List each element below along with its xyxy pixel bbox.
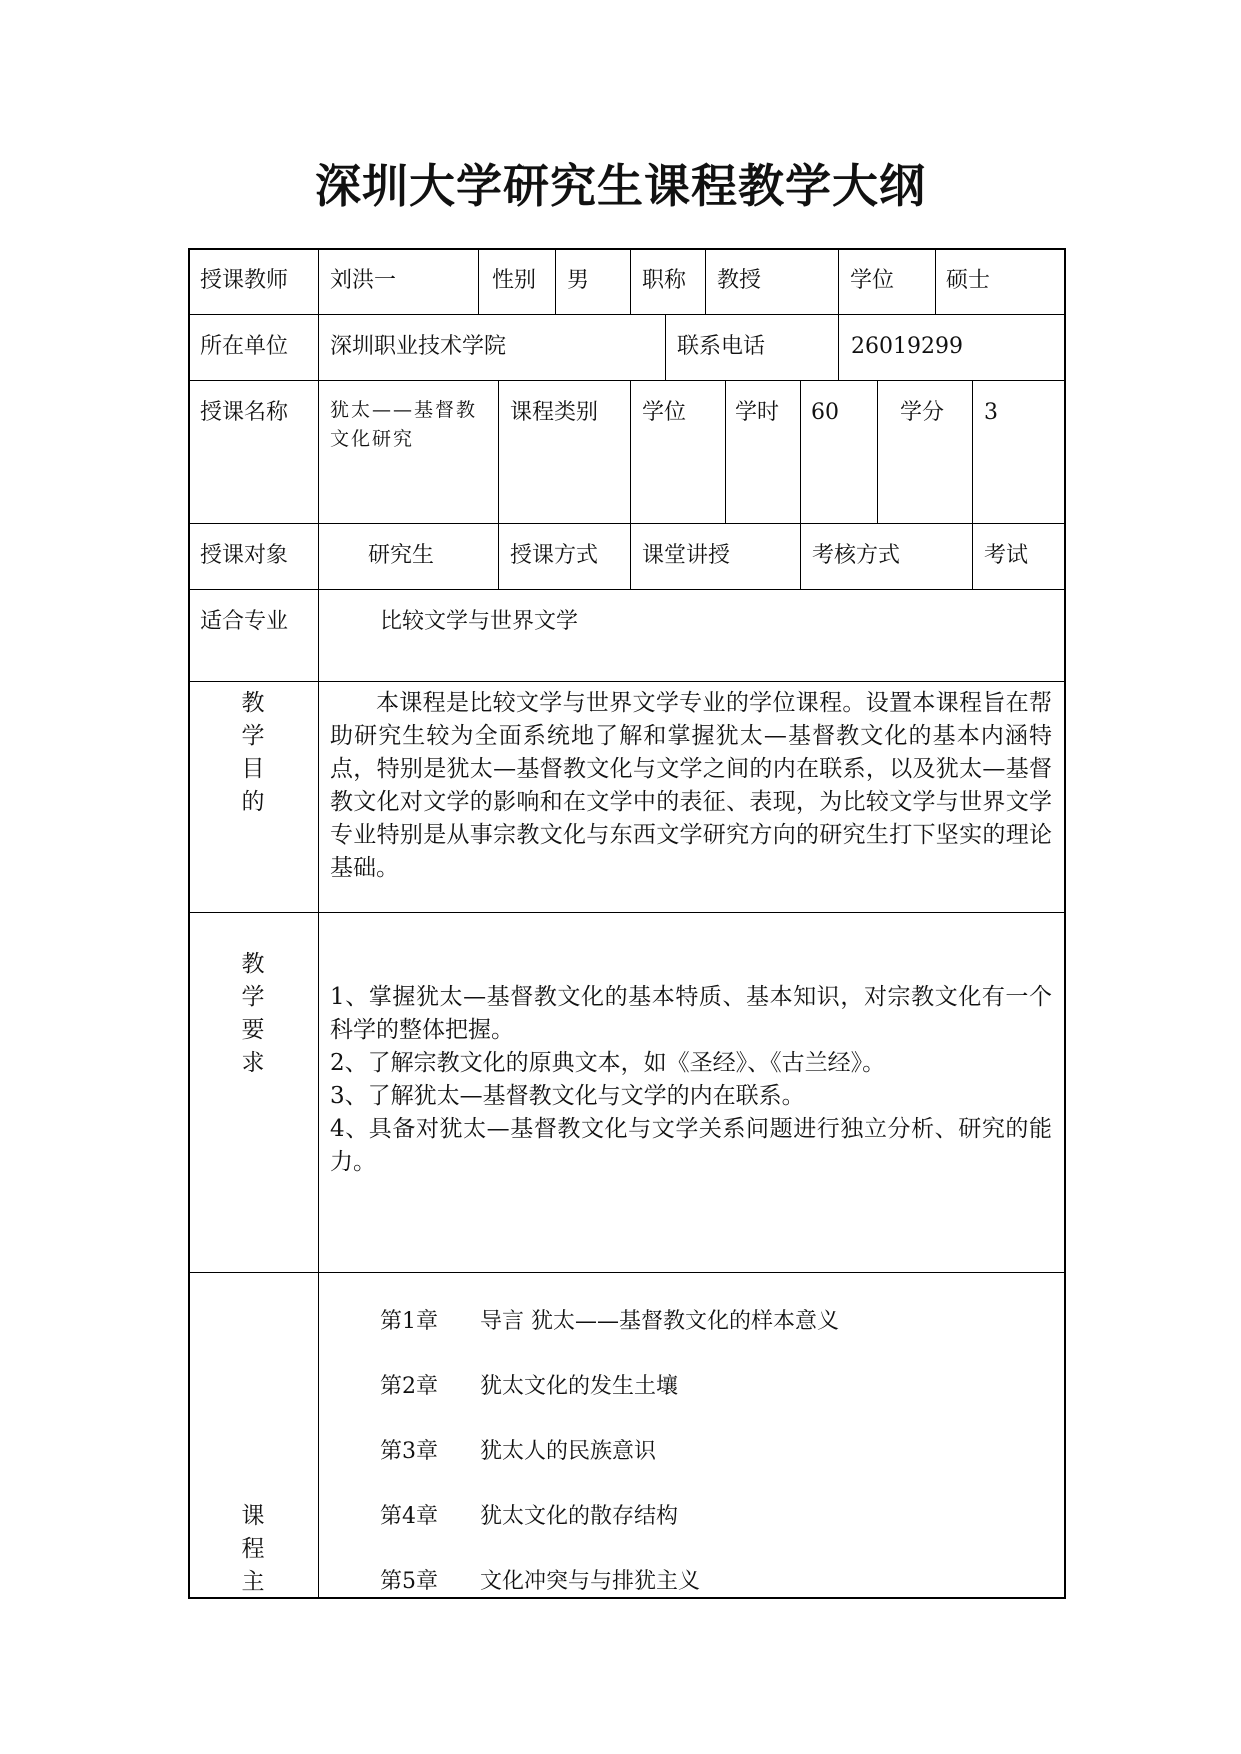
degree-value: 硕士 — [946, 268, 991, 293]
major-label: 适合专业 — [200, 609, 289, 634]
hours-label: 学时 — [735, 400, 780, 425]
method-value: 课堂讲授 — [642, 543, 731, 568]
chapter-item: 第2章 犹太文化的发生土壤 — [380, 1374, 679, 1399]
method-label: 授课方式 — [510, 543, 599, 568]
teacher-label: 授课教师 — [200, 268, 289, 293]
requirement-item: 2、了解宗教文化的原典文本，如《圣经》、《古兰经》。 — [330, 1050, 886, 1076]
requirements-label: 教 学 要 求 — [241, 951, 265, 1076]
major-value: 比较文学与世界文学 — [380, 609, 579, 634]
course-name-line2: 文化研究 — [330, 428, 415, 450]
credit-label: 学分 — [900, 400, 945, 425]
chapter-item: 第5章 文化冲突与与排犹主义 — [380, 1569, 701, 1594]
purpose-label: 教 学 目 的 — [241, 690, 265, 815]
gender-label: 性别 — [492, 268, 537, 293]
requirement-item: 1、掌握犹太—基督教文化的基本特质、基本知识，对宗教文化有一个科学的整体把握。 — [330, 984, 1052, 1043]
teacher-value: 刘洪一 — [330, 268, 397, 293]
exam-value: 考试 — [984, 543, 1029, 568]
target-value: 研究生 — [368, 543, 435, 568]
course-name-label: 授课名称 — [200, 400, 289, 425]
course-type-value: 学位 — [642, 400, 687, 425]
gender-value: 男 — [567, 268, 590, 293]
rank-value: 教授 — [717, 268, 762, 293]
chapter-item: 第4章 犹太文化的散存结构 — [380, 1504, 679, 1529]
course-name-line1: 犹太——基督教 — [330, 399, 478, 421]
course-type-label: 课程类别 — [510, 400, 599, 425]
requirements-list — [330, 981, 1052, 1179]
target-label: 授课对象 — [200, 543, 289, 568]
exam-label: 考核方式 — [812, 543, 901, 568]
chapter-item: 第3章 犹太人的民族意识 — [380, 1439, 657, 1464]
content-label: 课 程 主 — [241, 1503, 265, 1595]
phone-value: 26019299 — [851, 334, 963, 359]
chapter-item: 第1章 导言 犹太——基督教文化的样本意义 — [380, 1309, 839, 1334]
unit-label: 所在单位 — [200, 334, 289, 359]
hours-value: 60 — [811, 400, 839, 425]
unit-value: 深圳职业技术学院 — [330, 334, 507, 359]
purpose-text: 本课程是比较文学与世界文学专业的学位课程。设置本课程旨在帮助研究生较为全面系统地了解和掌握犹太—基督教文化的基本内涵特点，特别是犹太—基督教文化与文学之间的内在联系，以及犹太—基督教文化对文学的影响和在文学中的表征、表现，为比较文学与世界文学专业特别是从事宗教文化与东西文学研究方向的研究生打下坚实的理论基础。 — [330, 690, 1052, 881]
rank-label: 职称 — [642, 268, 687, 293]
requirement-item: 3、了解犹太—基督教文化与文学的内在联系。 — [330, 1083, 805, 1109]
requirement-item: 4、具备对犹太—基督教文化与文学关系问题进行独立分析、研究的能力。 — [330, 1116, 1052, 1175]
credit-value: 3 — [984, 400, 998, 425]
page-title: 深圳大学研究生课程教学大纲 — [315, 159, 926, 213]
phone-label: 联系电话 — [677, 334, 766, 359]
degree-label: 学位 — [850, 268, 895, 293]
